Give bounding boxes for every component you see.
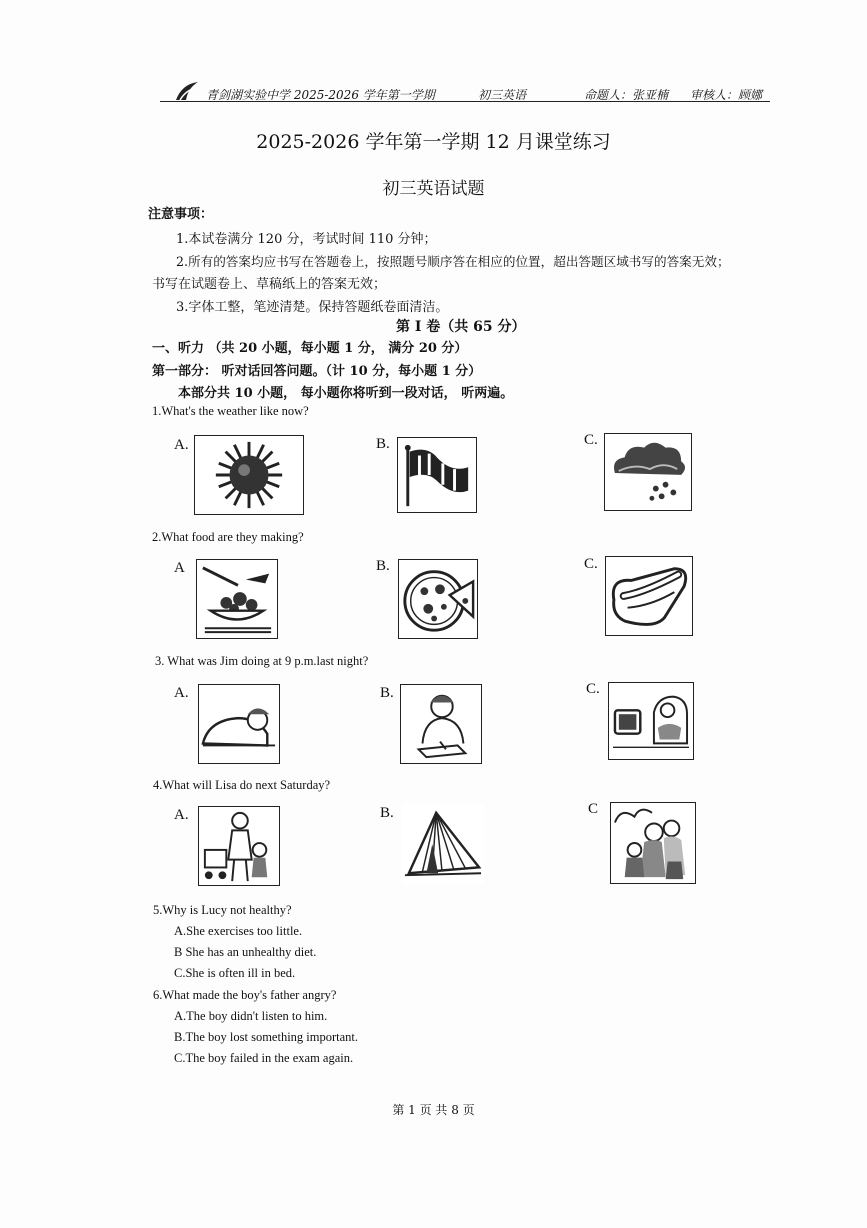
- instruction-text: 本部分共 10 小题， 每小题你将听到一段对话， 听两遍。: [178, 386, 514, 401]
- answer-choice: A.She exercises too little.: [174, 924, 303, 938]
- option-label: B.: [376, 436, 390, 452]
- header-author: 命题人：张亚楠: [584, 88, 669, 102]
- option-label: B.: [376, 558, 390, 574]
- option-label: A: [174, 560, 185, 576]
- header-subject: 初三英语: [478, 88, 527, 102]
- sleeping-icon: [198, 684, 280, 764]
- question-text: 1.What's the weather like now?: [152, 404, 309, 418]
- option-label: C.: [584, 432, 598, 448]
- question-text: 6.What made the boy's father angry?: [153, 988, 337, 1002]
- part-heading: 第 I 卷（共 65 分）: [396, 319, 526, 335]
- notice-item: 2.所有的答案均应书写在答题卷上，按照题号顺序答在相应的位置，超出答题区域书写的答案无效；: [176, 254, 730, 269]
- page-title: 2025-2026 学年第一学期 12 月课堂练习: [256, 131, 611, 153]
- answer-choice: A.The boy didn't listen to him.: [174, 1009, 328, 1023]
- flag-wind-icon: [397, 437, 477, 513]
- page-number: 第 1 页 共 8 页: [392, 1103, 475, 1117]
- option-label: B.: [380, 805, 394, 821]
- notice-heading: 注意事项：: [148, 207, 214, 222]
- shopping-icon: [198, 806, 280, 886]
- header-school-term: 青剑湖实验中学 2025-2026 学年第一学期: [206, 88, 435, 102]
- option-label: C.: [586, 681, 600, 697]
- answer-choice: B She has an unhealthy diet.: [174, 945, 317, 959]
- header-reviewer: 审核人：顾娜: [690, 88, 763, 102]
- question-text: 4.What will Lisa do next Saturday?: [153, 778, 331, 792]
- notice-item: 3.字体工整，笔迹清楚。保持答题纸卷面清洁。: [176, 300, 449, 315]
- option-label: A.: [174, 685, 189, 701]
- cloud-snow-icon: [604, 433, 692, 511]
- hotdog-icon: [605, 556, 693, 636]
- notice-item: 书写在试题卷上、草稿纸上的答案无效；: [152, 277, 387, 292]
- option-label: C.: [584, 556, 598, 572]
- page-subtitle: 初三英语试题: [382, 179, 485, 199]
- answer-choice: C.She is often ill in bed.: [174, 966, 296, 980]
- school-logo-icon: [174, 80, 200, 102]
- tent-icon: [402, 804, 484, 884]
- salad-icon: [196, 559, 278, 639]
- section-heading: 一、听力 （共 20 小题，每小题 1 分， 满分 20 分）: [152, 341, 468, 356]
- watching-tv-icon: [608, 682, 694, 760]
- header-divider: [160, 101, 770, 102]
- option-label: C: [588, 801, 599, 817]
- answer-choice: B.The boy lost something important.: [174, 1030, 359, 1044]
- question-text: 3. What was Jim doing at 9 p.m.last night?: [155, 654, 369, 668]
- family-icon: [610, 802, 696, 884]
- question-text: 2.What food are they making?: [152, 530, 304, 544]
- notice-item: 1.本试卷满分 120 分，考试时间 110 分钟；: [176, 232, 437, 247]
- option-label: A.: [174, 807, 189, 823]
- option-label: B.: [380, 685, 394, 701]
- sun-icon: [194, 435, 304, 515]
- pizza-icon: [398, 559, 478, 639]
- option-label: A.: [174, 437, 189, 453]
- question-text: 5.Why is Lucy not healthy?: [153, 903, 292, 917]
- answer-choice: C.The boy failed in the exam again.: [174, 1051, 354, 1065]
- writing-icon: [400, 684, 482, 764]
- subsection-heading: 第一部分： 听对话回答问题。（计 10 分，每小题 1 分）: [152, 364, 482, 379]
